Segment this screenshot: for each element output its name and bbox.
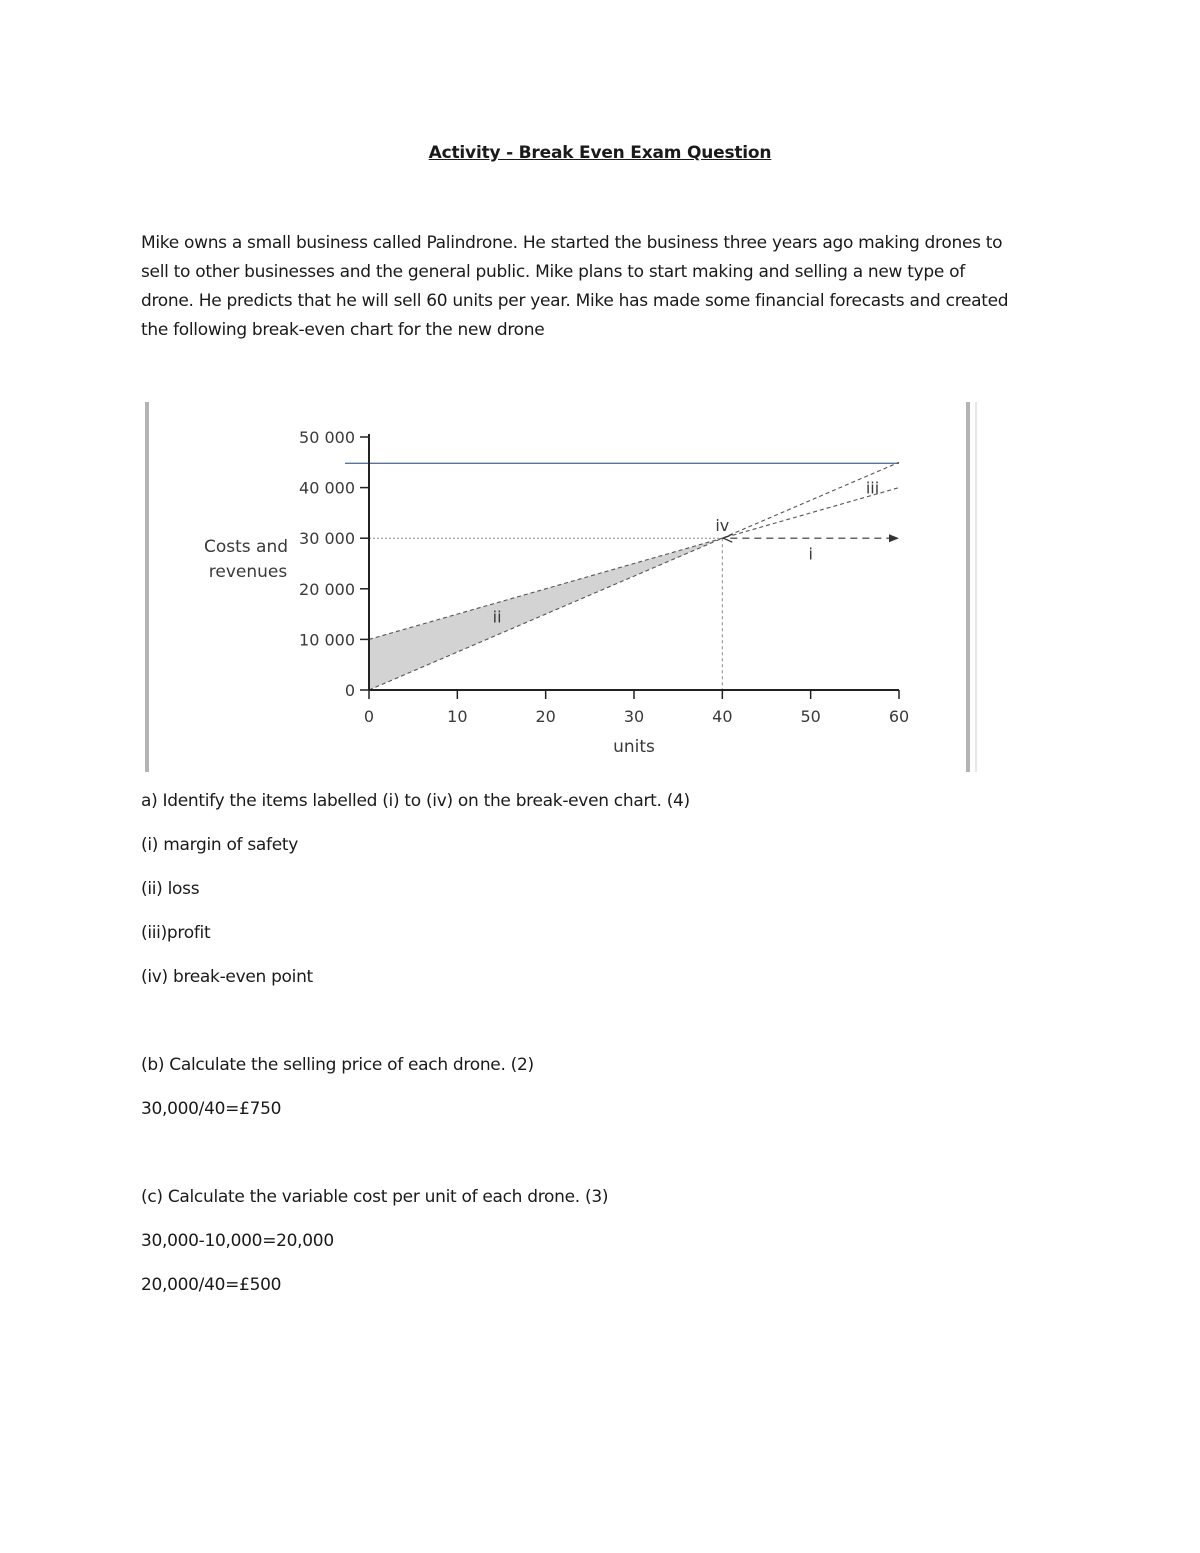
chart-frame-left-border (145, 402, 149, 772)
answer-i: (i) margin of safety (141, 835, 298, 855)
annotation-label-i: i (808, 544, 813, 564)
y-tick-label: 50 000 (299, 428, 355, 447)
arrow-head-right (889, 534, 899, 542)
answer-iv: (iv) break-even point (141, 967, 313, 987)
chart-frame-right-shadow (975, 402, 977, 772)
y-tick-label: 0 (344, 681, 355, 700)
x-tick-label: 30 (623, 707, 645, 726)
intro-line: drone. He predicts that he will sell 60 units per year. Mike has made some financial forecasts and created (141, 291, 1009, 311)
question-c: (c) Calculate the variable cost per unit of each drone. (3) (141, 1187, 609, 1207)
intro-line: the following break-even chart for the new drone (141, 320, 545, 340)
x-tick-label: 40 (712, 707, 733, 726)
chart-frame-right-border (966, 402, 970, 772)
x-tick-label: 0 (363, 707, 375, 726)
y-tick-label: 10 000 (299, 630, 355, 650)
x-axis-label: units (613, 737, 655, 757)
question-a: a) Identify the items labelled (i) to (iv) on the break-even chart. (4) (141, 791, 690, 811)
series-line-2 (369, 462, 899, 690)
answer-iii: (iii)profit (141, 923, 211, 943)
x-tick-label: 60 (888, 707, 910, 726)
y-tick-label: 20 000 (299, 579, 355, 599)
answer-b: 30,000/40=£750 (141, 1099, 282, 1119)
y-tick-label: 30 000 (299, 529, 355, 549)
annotation-label-iii: iii (865, 478, 880, 498)
y-tick-label: 40 000 (299, 478, 355, 498)
intro-line: Mike owns a small business called Palindrone. He started the business three years ago making drones to (141, 233, 1003, 253)
answer-c-step-2: 20,000/40=£500 (141, 1275, 282, 1295)
x-tick-label: 50 (800, 707, 821, 726)
intro-paragraph (141, 229, 1061, 345)
x-tick-label: 10 (447, 707, 468, 726)
intro-line: sell to other businesses and the general public. Mike plans to start making and selling a new type of (141, 262, 965, 282)
page-title: Activity - Break Even Exam Question (428, 143, 772, 163)
x-tick-label: 20 (535, 707, 556, 726)
y-axis-label-line-1: Costs and (203, 537, 289, 557)
annotation-label-iv: iv (715, 516, 730, 536)
y-axis-label-line-2: revenues (208, 562, 288, 582)
annotation-label-ii: ii (492, 607, 502, 627)
question-b: (b) Calculate the selling price of each drone. (2) (141, 1055, 534, 1075)
answer-ii: (ii) loss (141, 879, 200, 899)
break-even-chart (150, 405, 962, 765)
answer-c-step-1: 30,000-10,000=20,000 (141, 1231, 334, 1251)
